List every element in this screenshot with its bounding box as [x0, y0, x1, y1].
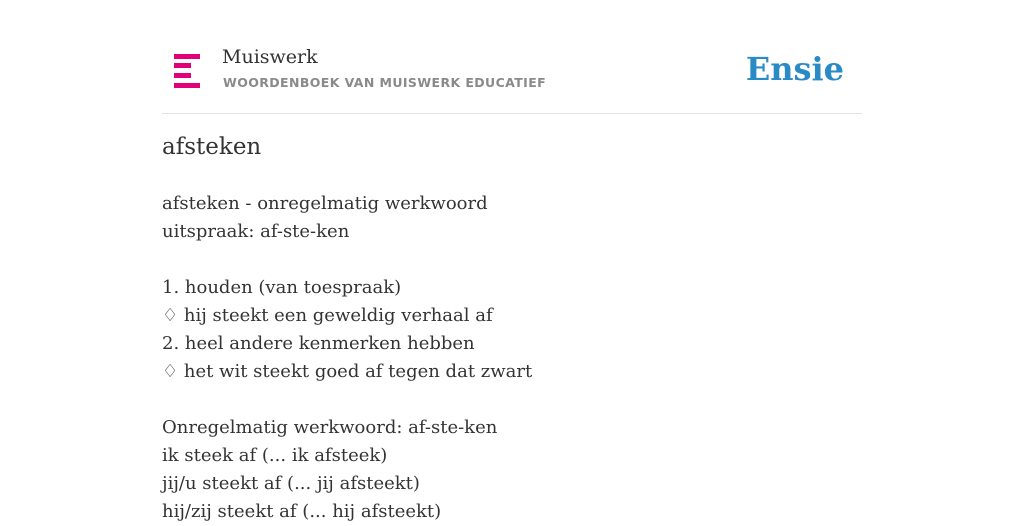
entry-line: ♢ het wit steekt goed af tegen dat zwart	[162, 361, 533, 382]
entry-line: ik steek af (... ik afsteek)	[162, 445, 388, 466]
entry-line	[162, 386, 532, 414]
ensie-brand-logo[interactable]: Ensie	[745, 50, 844, 88]
entry-line: hij/zij steekt af (... hij afsteekt)	[162, 501, 442, 522]
page-content	[162, 0, 862, 522]
entry-line	[162, 246, 532, 274]
entry-line: 2. heel andere kenmerken hebben	[162, 333, 475, 354]
entry-line: jij/u steekt af (... jij afsteekt)	[162, 473, 420, 494]
header	[162, 44, 862, 114]
dictionary-entry	[162, 190, 532, 526]
entry-line: Onregelmatig werkwoord: af-ste-ken	[162, 417, 498, 438]
entry-line: 1. houden (van toespraak)	[162, 277, 402, 298]
entry-line: ♢ hij steekt een geweldig verhaal af	[162, 305, 493, 326]
source-name[interactable]: Muiswerk	[222, 46, 318, 68]
muiswerk-logo-icon[interactable]	[174, 54, 200, 88]
entry-line: uitspraak: af-ste-ken	[162, 221, 350, 242]
source-subtitle: WOORDENBOEK VAN MUISWERK EDUCATIEF	[223, 75, 547, 90]
page-title: afsteken	[162, 134, 262, 160]
entry-line: afsteken - onregelmatig werkwoord	[162, 193, 488, 214]
